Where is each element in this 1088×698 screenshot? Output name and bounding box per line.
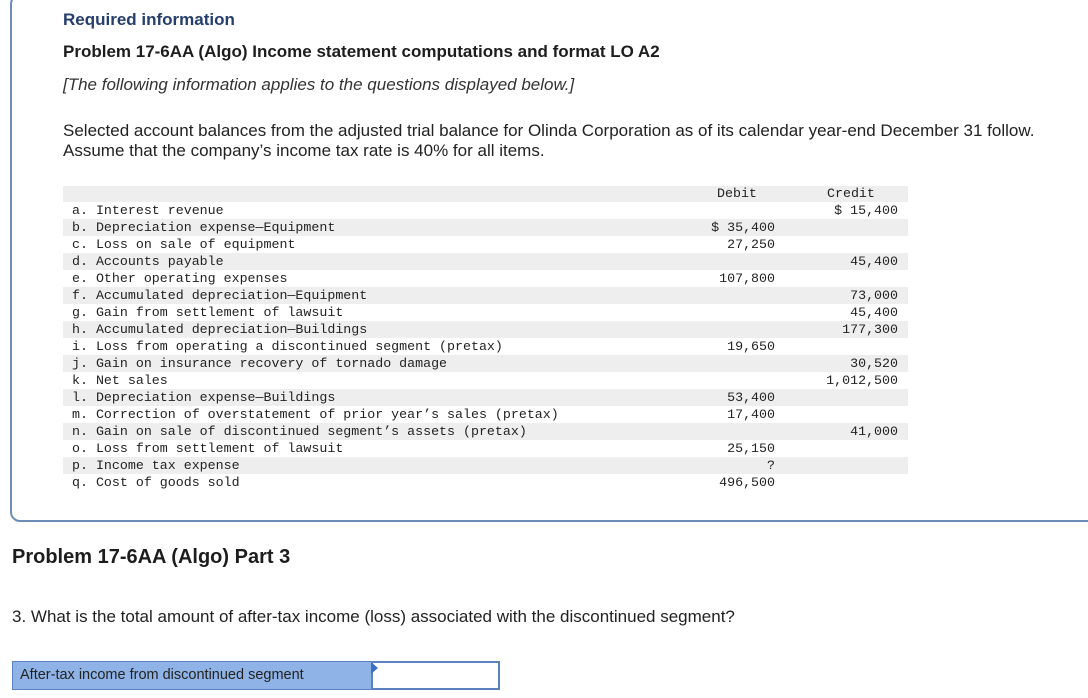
applies-note: [The following information applies to the questions displayed below.] [63, 75, 575, 94]
table-row [63, 270, 908, 287]
credit-value: 177,300 [842, 322, 898, 337]
account-label: m. Correction of overstatement of prior year’s sales (pretax) [72, 407, 559, 422]
question-text: 3. What is the total amount of after-tax income (loss) associated with the discontinued segment? [12, 607, 735, 626]
debit-value: 27,250 [727, 237, 775, 252]
credit-header: Credit [827, 186, 875, 201]
account-label: p. Income tax expense [72, 458, 240, 473]
debit-value: ? [767, 458, 775, 473]
account-label: h. Accumulated depreciation—Buildings [72, 322, 368, 337]
input-marker-icon [371, 662, 378, 674]
credit-value: 45,400 [850, 305, 898, 320]
table-row [63, 338, 908, 355]
credit-value: 45,400 [850, 254, 898, 269]
answer-label: After-tax income from discontinued segment [12, 661, 378, 690]
debit-value: 107,800 [719, 271, 775, 286]
account-label: l. Depreciation expense—Buildings [72, 390, 336, 405]
account-label: e. Other operating expenses [72, 271, 288, 286]
credit-value: 41,000 [850, 424, 898, 439]
account-label: j. Gain on insurance recovery of tornado damage [72, 356, 448, 371]
debit-value: $ 35,400 [711, 220, 775, 235]
table-row [63, 287, 908, 304]
table-row [63, 440, 908, 457]
table-row [63, 474, 908, 491]
table-row [63, 406, 908, 423]
table-row [63, 457, 908, 474]
part-title: Problem 17-6AA (Algo) Part 3 [12, 546, 291, 568]
account-label: b. Depreciation expense—Equipment [72, 220, 336, 235]
table-row [63, 321, 908, 338]
after-tax-income-input[interactable] [371, 661, 500, 690]
table-row [63, 202, 908, 219]
account-label: f. Accumulated depreciation—Equipment [72, 288, 368, 303]
account-label: n. Gain on sale of discontinued segment’s assets (pretax) [72, 424, 527, 439]
credit-value: $ 15,400 [834, 203, 898, 218]
account-label: i. Loss from operating a discontinued segment (pretax) [72, 339, 503, 354]
table-row [63, 236, 908, 253]
table-row [63, 253, 908, 270]
account-label: o. Loss from settlement of lawsuit [72, 441, 344, 456]
account-label: c. Loss on sale of equipment [72, 237, 296, 252]
debit-header: Debit [717, 186, 757, 201]
account-label: g. Gain from settlement of lawsuit [72, 305, 344, 320]
debit-value: 19,650 [727, 339, 775, 354]
trial-balance-table [63, 186, 908, 491]
debit-value: 25,150 [727, 441, 775, 456]
table-row [63, 355, 908, 372]
account-label: k. Net sales [72, 373, 168, 388]
debit-value: 53,400 [727, 390, 775, 405]
debit-value: 496,500 [719, 475, 775, 490]
account-label: d. Accounts payable [72, 254, 224, 269]
trial-balance-header [63, 186, 908, 202]
account-label: q. Cost of goods sold [72, 475, 240, 490]
table-row [63, 304, 908, 321]
required-information-heading: Required information [63, 10, 235, 29]
debit-value: 17,400 [727, 407, 775, 422]
credit-value: 1,012,500 [826, 373, 898, 388]
credit-value: 73,000 [850, 288, 898, 303]
trial-balance-body [63, 202, 908, 491]
intro-paragraph: Selected account balances from the adjusted trial balance for Olinda Corporation as of its calendar year-end December 31 follow. Assume that the company’s income tax rate is 40% for all items. [63, 121, 1035, 160]
problem-title: Problem 17-6AA (Algo) Income statement computations and format LO A2 [63, 42, 660, 61]
table-row [63, 219, 908, 236]
table-row [63, 423, 908, 440]
table-row [63, 389, 908, 406]
account-label: a. Interest revenue [72, 203, 224, 218]
credit-value: 30,520 [850, 356, 898, 371]
table-row [63, 372, 908, 389]
